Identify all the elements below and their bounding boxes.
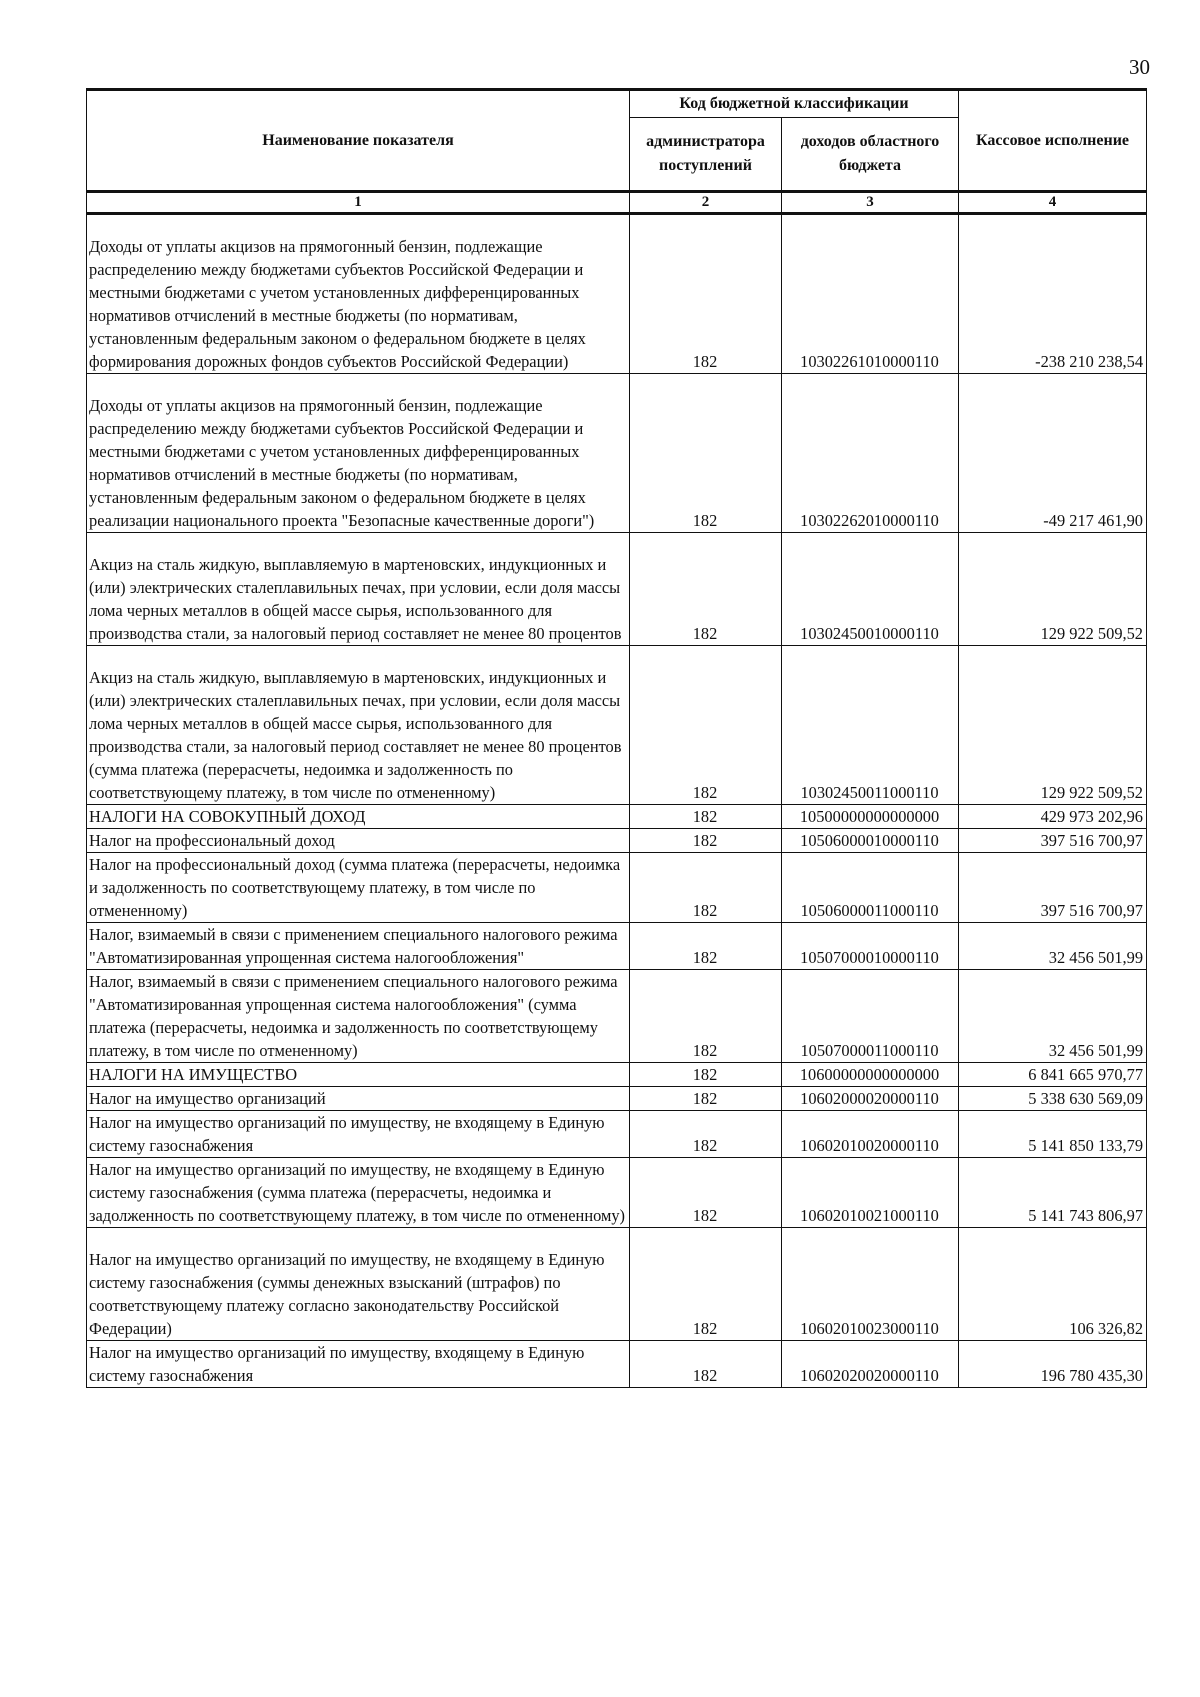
row-amount: 129 922 509,52 <box>959 646 1147 805</box>
table-row <box>87 646 1147 805</box>
table-header <box>87 90 1147 214</box>
row-admin-code: 182 <box>630 923 782 970</box>
row-admin-code: 182 <box>630 533 782 646</box>
table-row <box>87 533 1147 646</box>
row-revenue-code: 10302262010000110 <box>782 374 959 533</box>
table-row <box>87 1341 1147 1388</box>
row-amount: 6 841 665 970,77 <box>959 1063 1147 1087</box>
row-admin-code: 182 <box>630 646 782 805</box>
row-amount: 429 973 202,96 <box>959 805 1147 829</box>
row-revenue-code: 10302261010000110 <box>782 214 959 374</box>
row-admin-code: 182 <box>630 1087 782 1111</box>
row-name: Налог на профессиональный доход (сумма платежа (перерасчеты, недоимка и задолженность по соответствующему платежу, в том числе по отмененному) <box>87 853 630 923</box>
header-admin: администратора поступлений <box>630 118 782 192</box>
row-name: Доходы от уплаты акцизов на прямогонный бензин, подлежащие распределению между бюджетами субъектов Российской Федерации и местными бюджетами с учетом установленных дифференцированных нормативов отчислений в местные бюджеты (по нормативам, установленным федеральным законом о федеральном бюджете в целях формирования дорожных фондов субъектов Российской Федерации) <box>87 214 630 374</box>
header-number-2: 2 <box>630 192 782 214</box>
header-code-group: Код бюджетной классификации <box>630 90 959 118</box>
row-name: НАЛОГИ НА ИМУЩЕСТВО <box>87 1063 630 1087</box>
table-row <box>87 1111 1147 1158</box>
row-name: Акциз на сталь жидкую, выплавляемую в мартеновских, индукционных и (или) электрических сталеплавильных печах, при условии, если доля массы лома черных металлов в общей массе сырья, использованного для производства стали, за налоговый период составляет не менее 80 процентов <box>87 533 630 646</box>
row-amount: -238 210 238,54 <box>959 214 1147 374</box>
row-revenue-code: 10602020020000110 <box>782 1341 959 1388</box>
table-row <box>87 1063 1147 1087</box>
row-name: Налог, взимаемый в связи с применением специального налогового режима "Автоматизированная упрощенная система налогообложения" (сумма платежа (перерасчеты, недоимка и задолженность по соответствующему платежу, в том числе по отмененному) <box>87 970 630 1063</box>
row-revenue-code: 10600000000000000 <box>782 1063 959 1087</box>
budget-revenue-table <box>86 88 1147 1388</box>
table-row <box>87 923 1147 970</box>
row-admin-code: 182 <box>630 1063 782 1087</box>
row-revenue-code: 10506000011000110 <box>782 853 959 923</box>
row-revenue-code: 10602010021000110 <box>782 1158 959 1228</box>
table-body <box>87 214 1147 1388</box>
row-revenue-code: 10507000010000110 <box>782 923 959 970</box>
table-row <box>87 829 1147 853</box>
row-revenue-code: 10302450011000110 <box>782 646 959 805</box>
table-row <box>87 214 1147 374</box>
row-amount: 5 141 850 133,79 <box>959 1111 1147 1158</box>
row-name: Налог на имущество организаций по имуществу, не входящему в Единую систему газоснабжения (суммы денежных взысканий (штрафов) по соответствующему платежу согласно законодательству Российской Федерации) <box>87 1228 630 1341</box>
row-name: Налог на имущество организаций <box>87 1087 630 1111</box>
table-row <box>87 805 1147 829</box>
header-number-4: 4 <box>959 192 1147 214</box>
table-row <box>87 374 1147 533</box>
row-amount: 32 456 501,99 <box>959 923 1147 970</box>
row-amount: 196 780 435,30 <box>959 1341 1147 1388</box>
page-number: 30 <box>1129 55 1150 79</box>
row-name: Акциз на сталь жидкую, выплавляемую в мартеновских, индукционных и (или) электрических сталеплавильных печах, при условии, если доля массы лома черных металлов в общей массе сырья, использованного для производства стали, за налоговый период составляет не менее 80 процентов (сумма платежа (перерасчеты, недоимка и задолженность по соответствующему платежу, в том числе по отмененному) <box>87 646 630 805</box>
table-row <box>87 1158 1147 1228</box>
row-amount: 106 326,82 <box>959 1228 1147 1341</box>
row-amount: 397 516 700,97 <box>959 829 1147 853</box>
row-admin-code: 182 <box>630 1341 782 1388</box>
row-admin-code: 182 <box>630 374 782 533</box>
row-name: Налог на имущество организаций по имуществу, входящему в Единую систему газоснабжения <box>87 1341 630 1388</box>
row-amount: 5 338 630 569,09 <box>959 1087 1147 1111</box>
row-amount: 397 516 700,97 <box>959 853 1147 923</box>
row-revenue-code: 10506000010000110 <box>782 829 959 853</box>
table-row <box>87 970 1147 1063</box>
header-number-3: 3 <box>782 192 959 214</box>
row-revenue-code: 10602000020000110 <box>782 1087 959 1111</box>
row-admin-code: 182 <box>630 829 782 853</box>
row-revenue-code: 10302450010000110 <box>782 533 959 646</box>
row-amount: 129 922 509,52 <box>959 533 1147 646</box>
row-name: Налог на имущество организаций по имуществу, не входящему в Единую систему газоснабжения <box>87 1111 630 1158</box>
header-execution: Кассовое исполнение <box>959 90 1147 192</box>
row-admin-code: 182 <box>630 1228 782 1341</box>
row-revenue-code: 10500000000000000 <box>782 805 959 829</box>
row-revenue-code: 10602010023000110 <box>782 1228 959 1341</box>
row-amount: -49 217 461,90 <box>959 374 1147 533</box>
row-admin-code: 182 <box>630 1111 782 1158</box>
row-name: Доходы от уплаты акцизов на прямогонный бензин, подлежащие распределению между бюджетами субъектов Российской Федерации и местными бюджетами с учетом установленных дифференцированных нормативов отчислений в местные бюджеты (по нормативам, установленным федеральным законом о федеральном бюджете в целях реализации национального проекта "Безопасные качественные дороги") <box>87 374 630 533</box>
row-name: НАЛОГИ НА СОВОКУПНЫЙ ДОХОД <box>87 805 630 829</box>
row-admin-code: 182 <box>630 853 782 923</box>
header-name: Наименование показателя <box>87 90 630 192</box>
row-amount: 32 456 501,99 <box>959 970 1147 1063</box>
row-name: Налог, взимаемый в связи с применением специального налогового режима "Автоматизированная упрощенная система налогообложения" <box>87 923 630 970</box>
header-number-1: 1 <box>87 192 630 214</box>
row-amount: 5 141 743 806,97 <box>959 1158 1147 1228</box>
row-admin-code: 182 <box>630 1158 782 1228</box>
table-row <box>87 1228 1147 1341</box>
row-name: Налог на имущество организаций по имуществу, не входящему в Единую систему газоснабжения (сумма платежа (перерасчеты, недоимка и задолженность по соответствующему платежу, в том числе по отмененному) <box>87 1158 630 1228</box>
row-admin-code: 182 <box>630 970 782 1063</box>
row-revenue-code: 10602010020000110 <box>782 1111 959 1158</box>
table-row <box>87 1087 1147 1111</box>
header-revenue: доходов областного бюджета <box>782 118 959 192</box>
row-admin-code: 182 <box>630 214 782 374</box>
table-row <box>87 853 1147 923</box>
row-name: Налог на профессиональный доход <box>87 829 630 853</box>
row-revenue-code: 10507000011000110 <box>782 970 959 1063</box>
row-admin-code: 182 <box>630 805 782 829</box>
